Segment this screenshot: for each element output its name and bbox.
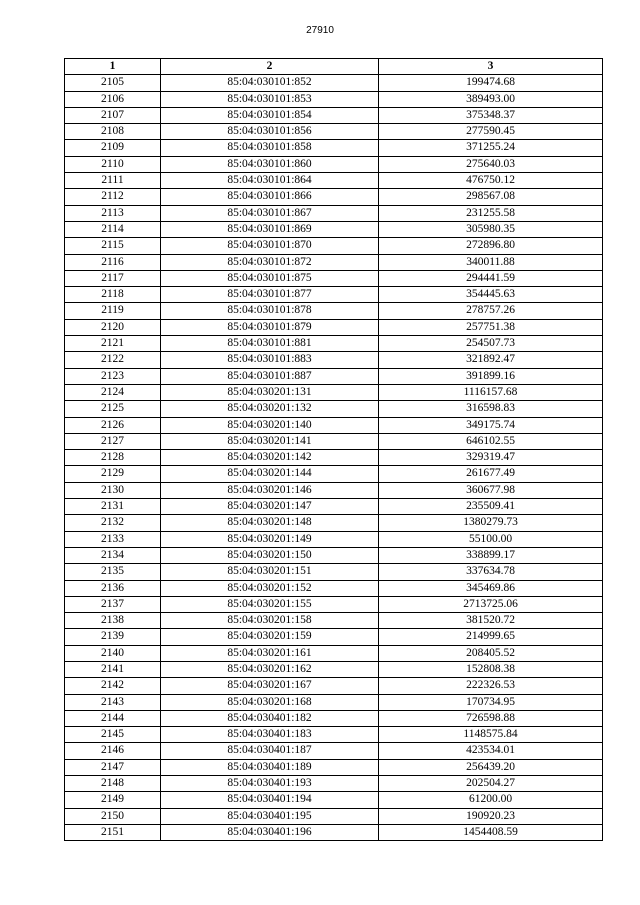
- row-number-cell: 2111: [65, 173, 161, 189]
- row-number-cell: 2114: [65, 221, 161, 237]
- value-cell: 371255.24: [379, 140, 603, 156]
- cadastral-number-cell: 85:04:030101:877: [161, 287, 379, 303]
- table-row: [65, 743, 603, 759]
- row-number-cell: 2116: [65, 254, 161, 270]
- value-cell: 338899.17: [379, 547, 603, 563]
- table-row: [65, 221, 603, 237]
- value-cell: 646102.55: [379, 433, 603, 449]
- row-number-cell: 2145: [65, 727, 161, 743]
- table-row: [65, 205, 603, 221]
- value-cell: 1116157.68: [379, 384, 603, 400]
- value-cell: 55100.00: [379, 531, 603, 547]
- value-cell: 381520.72: [379, 613, 603, 629]
- row-number-cell: 2133: [65, 531, 161, 547]
- cadastral-number-cell: 85:04:030101:869: [161, 221, 379, 237]
- table-row: [65, 515, 603, 531]
- value-cell: 254507.73: [379, 336, 603, 352]
- value-cell: 199474.68: [379, 75, 603, 91]
- row-number-cell: 2151: [65, 824, 161, 840]
- table-row: [65, 173, 603, 189]
- cadastral-number-cell: 85:04:030101:852: [161, 75, 379, 91]
- table-row: [65, 727, 603, 743]
- table-row: [65, 287, 603, 303]
- row-number-cell: 2122: [65, 352, 161, 368]
- value-cell: 61200.00: [379, 792, 603, 808]
- cadastral-number-cell: 85:04:030201:144: [161, 466, 379, 482]
- value-cell: 152808.38: [379, 661, 603, 677]
- value-cell: 337634.78: [379, 564, 603, 580]
- table-row: [65, 629, 603, 645]
- table-row: [65, 808, 603, 824]
- value-cell: 272896.80: [379, 238, 603, 254]
- cadastral-number-cell: 85:04:030201:168: [161, 694, 379, 710]
- table-row: [65, 270, 603, 286]
- row-number-cell: 2128: [65, 450, 161, 466]
- cadastral-number-cell: 85:04:030101:858: [161, 140, 379, 156]
- row-number-cell: 2134: [65, 547, 161, 563]
- value-cell: 231255.58: [379, 205, 603, 221]
- row-number-cell: 2110: [65, 156, 161, 172]
- value-cell: 277590.45: [379, 124, 603, 140]
- row-number-cell: 2121: [65, 336, 161, 352]
- cadastral-number-cell: 85:04:030201:161: [161, 645, 379, 661]
- value-cell: 345469.86: [379, 580, 603, 596]
- table-row: [65, 417, 603, 433]
- row-number-cell: 2142: [65, 678, 161, 694]
- value-cell: 294441.59: [379, 270, 603, 286]
- table-row: [65, 547, 603, 563]
- cadastral-number-cell: 85:04:030401:187: [161, 743, 379, 759]
- cadastral-number-cell: 85:04:030401:189: [161, 759, 379, 775]
- value-cell: 202504.27: [379, 776, 603, 792]
- row-number-cell: 2123: [65, 368, 161, 384]
- value-cell: 235509.41: [379, 499, 603, 515]
- cadastral-number-cell: 85:04:030101:860: [161, 156, 379, 172]
- row-number-cell: 2117: [65, 270, 161, 286]
- row-number-cell: 2143: [65, 694, 161, 710]
- page-number: 27910: [306, 25, 334, 36]
- row-number-cell: 2120: [65, 319, 161, 335]
- cadastral-number-cell: 85:04:030101:879: [161, 319, 379, 335]
- value-cell: 1380279.73: [379, 515, 603, 531]
- value-cell: 1148575.84: [379, 727, 603, 743]
- cadastral-number-cell: 85:04:030201:131: [161, 384, 379, 400]
- table-row: [65, 792, 603, 808]
- cadastral-number-cell: 85:04:030101:864: [161, 173, 379, 189]
- cadastral-number-cell: 85:04:030201:148: [161, 515, 379, 531]
- table-row: [65, 303, 603, 319]
- table-row: [65, 319, 603, 335]
- cadastral-value-table: [64, 58, 603, 841]
- cadastral-number-cell: 85:04:030401:182: [161, 710, 379, 726]
- table-row: [65, 678, 603, 694]
- cadastral-number-cell: 85:04:030101:853: [161, 91, 379, 107]
- row-number-cell: 2124: [65, 384, 161, 400]
- table-row: [65, 580, 603, 596]
- value-cell: 214999.65: [379, 629, 603, 645]
- cadastral-number-cell: 85:04:030401:194: [161, 792, 379, 808]
- row-number-cell: 2150: [65, 808, 161, 824]
- table-row: [65, 776, 603, 792]
- row-number-cell: 2109: [65, 140, 161, 156]
- cadastral-number-cell: 85:04:030201:147: [161, 499, 379, 515]
- table-row: [65, 531, 603, 547]
- value-cell: 170734.95: [379, 694, 603, 710]
- row-number-cell: 2106: [65, 91, 161, 107]
- cadastral-number-cell: 85:04:030201:162: [161, 661, 379, 677]
- table-row: [65, 661, 603, 677]
- cadastral-number-cell: 85:04:030101:856: [161, 124, 379, 140]
- value-cell: 208405.52: [379, 645, 603, 661]
- cadastral-number-cell: 85:04:030201:167: [161, 678, 379, 694]
- cadastral-number-cell: 85:04:030101:870: [161, 238, 379, 254]
- row-number-cell: 2132: [65, 515, 161, 531]
- value-cell: 190920.23: [379, 808, 603, 824]
- cadastral-number-cell: 85:04:030101:878: [161, 303, 379, 319]
- cadastral-number-cell: 85:04:030401:183: [161, 727, 379, 743]
- row-number-cell: 2137: [65, 596, 161, 612]
- row-number-cell: 2146: [65, 743, 161, 759]
- cadastral-number-cell: 85:04:030101:883: [161, 352, 379, 368]
- cadastral-number-cell: 85:04:030101:866: [161, 189, 379, 205]
- cadastral-number-cell: 85:04:030101:875: [161, 270, 379, 286]
- row-number-cell: 2138: [65, 613, 161, 629]
- row-number-cell: 2147: [65, 759, 161, 775]
- cadastral-number-cell: 85:04:030201:151: [161, 564, 379, 580]
- table-row: [65, 466, 603, 482]
- value-cell: 354445.63: [379, 287, 603, 303]
- table-row: [65, 482, 603, 498]
- row-number-cell: 2148: [65, 776, 161, 792]
- row-number-cell: 2136: [65, 580, 161, 596]
- table-row: [65, 759, 603, 775]
- table-row: [65, 596, 603, 612]
- row-number-cell: 2118: [65, 287, 161, 303]
- value-cell: 340011.88: [379, 254, 603, 270]
- value-cell: 423534.01: [379, 743, 603, 759]
- row-number-cell: 2105: [65, 75, 161, 91]
- row-number-cell: 2125: [65, 401, 161, 417]
- value-cell: 275640.03: [379, 156, 603, 172]
- table-row: [65, 156, 603, 172]
- row-number-cell: 2144: [65, 710, 161, 726]
- table-row: [65, 450, 603, 466]
- value-cell: 349175.74: [379, 417, 603, 433]
- cadastral-number-cell: 85:04:030201:132: [161, 401, 379, 417]
- row-number-cell: 2107: [65, 107, 161, 123]
- table-row: [65, 352, 603, 368]
- table-row: [65, 613, 603, 629]
- value-cell: 316598.83: [379, 401, 603, 417]
- table-row: [65, 499, 603, 515]
- cadastral-number-cell: 85:04:030201:152: [161, 580, 379, 596]
- cadastral-number-cell: 85:04:030401:195: [161, 808, 379, 824]
- cadastral-number-cell: 85:04:030201:140: [161, 417, 379, 433]
- table-row: [65, 694, 603, 710]
- table-row: [65, 75, 603, 91]
- value-cell: 257751.38: [379, 319, 603, 335]
- row-number-cell: 2135: [65, 564, 161, 580]
- cadastral-number-cell: 85:04:030201:150: [161, 547, 379, 563]
- cadastral-number-cell: 85:04:030101:881: [161, 336, 379, 352]
- value-cell: 389493.00: [379, 91, 603, 107]
- value-cell: 726598.88: [379, 710, 603, 726]
- row-number-cell: 2126: [65, 417, 161, 433]
- cadastral-number-cell: 85:04:030401:193: [161, 776, 379, 792]
- value-cell: 1454408.59: [379, 824, 603, 840]
- cadastral-number-cell: 85:04:030101:867: [161, 205, 379, 221]
- table-row: [65, 401, 603, 417]
- row-number-cell: 2130: [65, 482, 161, 498]
- table-row: [65, 107, 603, 123]
- table-row: [65, 336, 603, 352]
- cadastral-number-cell: 85:04:030201:142: [161, 450, 379, 466]
- column-header-2: 2: [161, 59, 379, 75]
- row-number-cell: 2149: [65, 792, 161, 808]
- cadastral-number-cell: 85:04:030101:887: [161, 368, 379, 384]
- table-row: [65, 124, 603, 140]
- cadastral-number-cell: 85:04:030201:149: [161, 531, 379, 547]
- table-row: [65, 645, 603, 661]
- cadastral-number-cell: 85:04:030201:159: [161, 629, 379, 645]
- table-header-row: [65, 59, 603, 75]
- value-cell: 391899.16: [379, 368, 603, 384]
- table-row: [65, 140, 603, 156]
- table-row: [65, 368, 603, 384]
- row-number-cell: 2129: [65, 466, 161, 482]
- value-cell: 305980.35: [379, 221, 603, 237]
- value-cell: 256439.20: [379, 759, 603, 775]
- value-cell: 278757.26: [379, 303, 603, 319]
- row-number-cell: 2112: [65, 189, 161, 205]
- table-row: [65, 710, 603, 726]
- row-number-cell: 2141: [65, 661, 161, 677]
- cadastral-number-cell: 85:04:030201:155: [161, 596, 379, 612]
- table-row: [65, 433, 603, 449]
- cadastral-number-cell: 85:04:030101:854: [161, 107, 379, 123]
- table-row: [65, 91, 603, 107]
- row-number-cell: 2108: [65, 124, 161, 140]
- value-cell: 261677.49: [379, 466, 603, 482]
- cadastral-number-cell: 85:04:030201:158: [161, 613, 379, 629]
- row-number-cell: 2127: [65, 433, 161, 449]
- row-number-cell: 2139: [65, 629, 161, 645]
- value-cell: 375348.37: [379, 107, 603, 123]
- table-row: [65, 824, 603, 840]
- cadastral-number-cell: 85:04:030401:196: [161, 824, 379, 840]
- column-header-1: 1: [65, 59, 161, 75]
- table-row: [65, 238, 603, 254]
- value-cell: 222326.53: [379, 678, 603, 694]
- row-number-cell: 2115: [65, 238, 161, 254]
- row-number-cell: 2131: [65, 499, 161, 515]
- table-body: [65, 75, 603, 841]
- value-cell: 360677.98: [379, 482, 603, 498]
- row-number-cell: 2113: [65, 205, 161, 221]
- value-cell: 476750.12: [379, 173, 603, 189]
- value-cell: 2713725.06: [379, 596, 603, 612]
- table-row: [65, 189, 603, 205]
- value-cell: 321892.47: [379, 352, 603, 368]
- value-cell: 298567.08: [379, 189, 603, 205]
- cadastral-number-cell: 85:04:030201:146: [161, 482, 379, 498]
- column-header-3: 3: [379, 59, 603, 75]
- cadastral-number-cell: 85:04:030201:141: [161, 433, 379, 449]
- value-cell: 329319.47: [379, 450, 603, 466]
- cadastral-number-cell: 85:04:030101:872: [161, 254, 379, 270]
- table-row: [65, 254, 603, 270]
- table-row: [65, 384, 603, 400]
- row-number-cell: 2140: [65, 645, 161, 661]
- table-row: [65, 564, 603, 580]
- row-number-cell: 2119: [65, 303, 161, 319]
